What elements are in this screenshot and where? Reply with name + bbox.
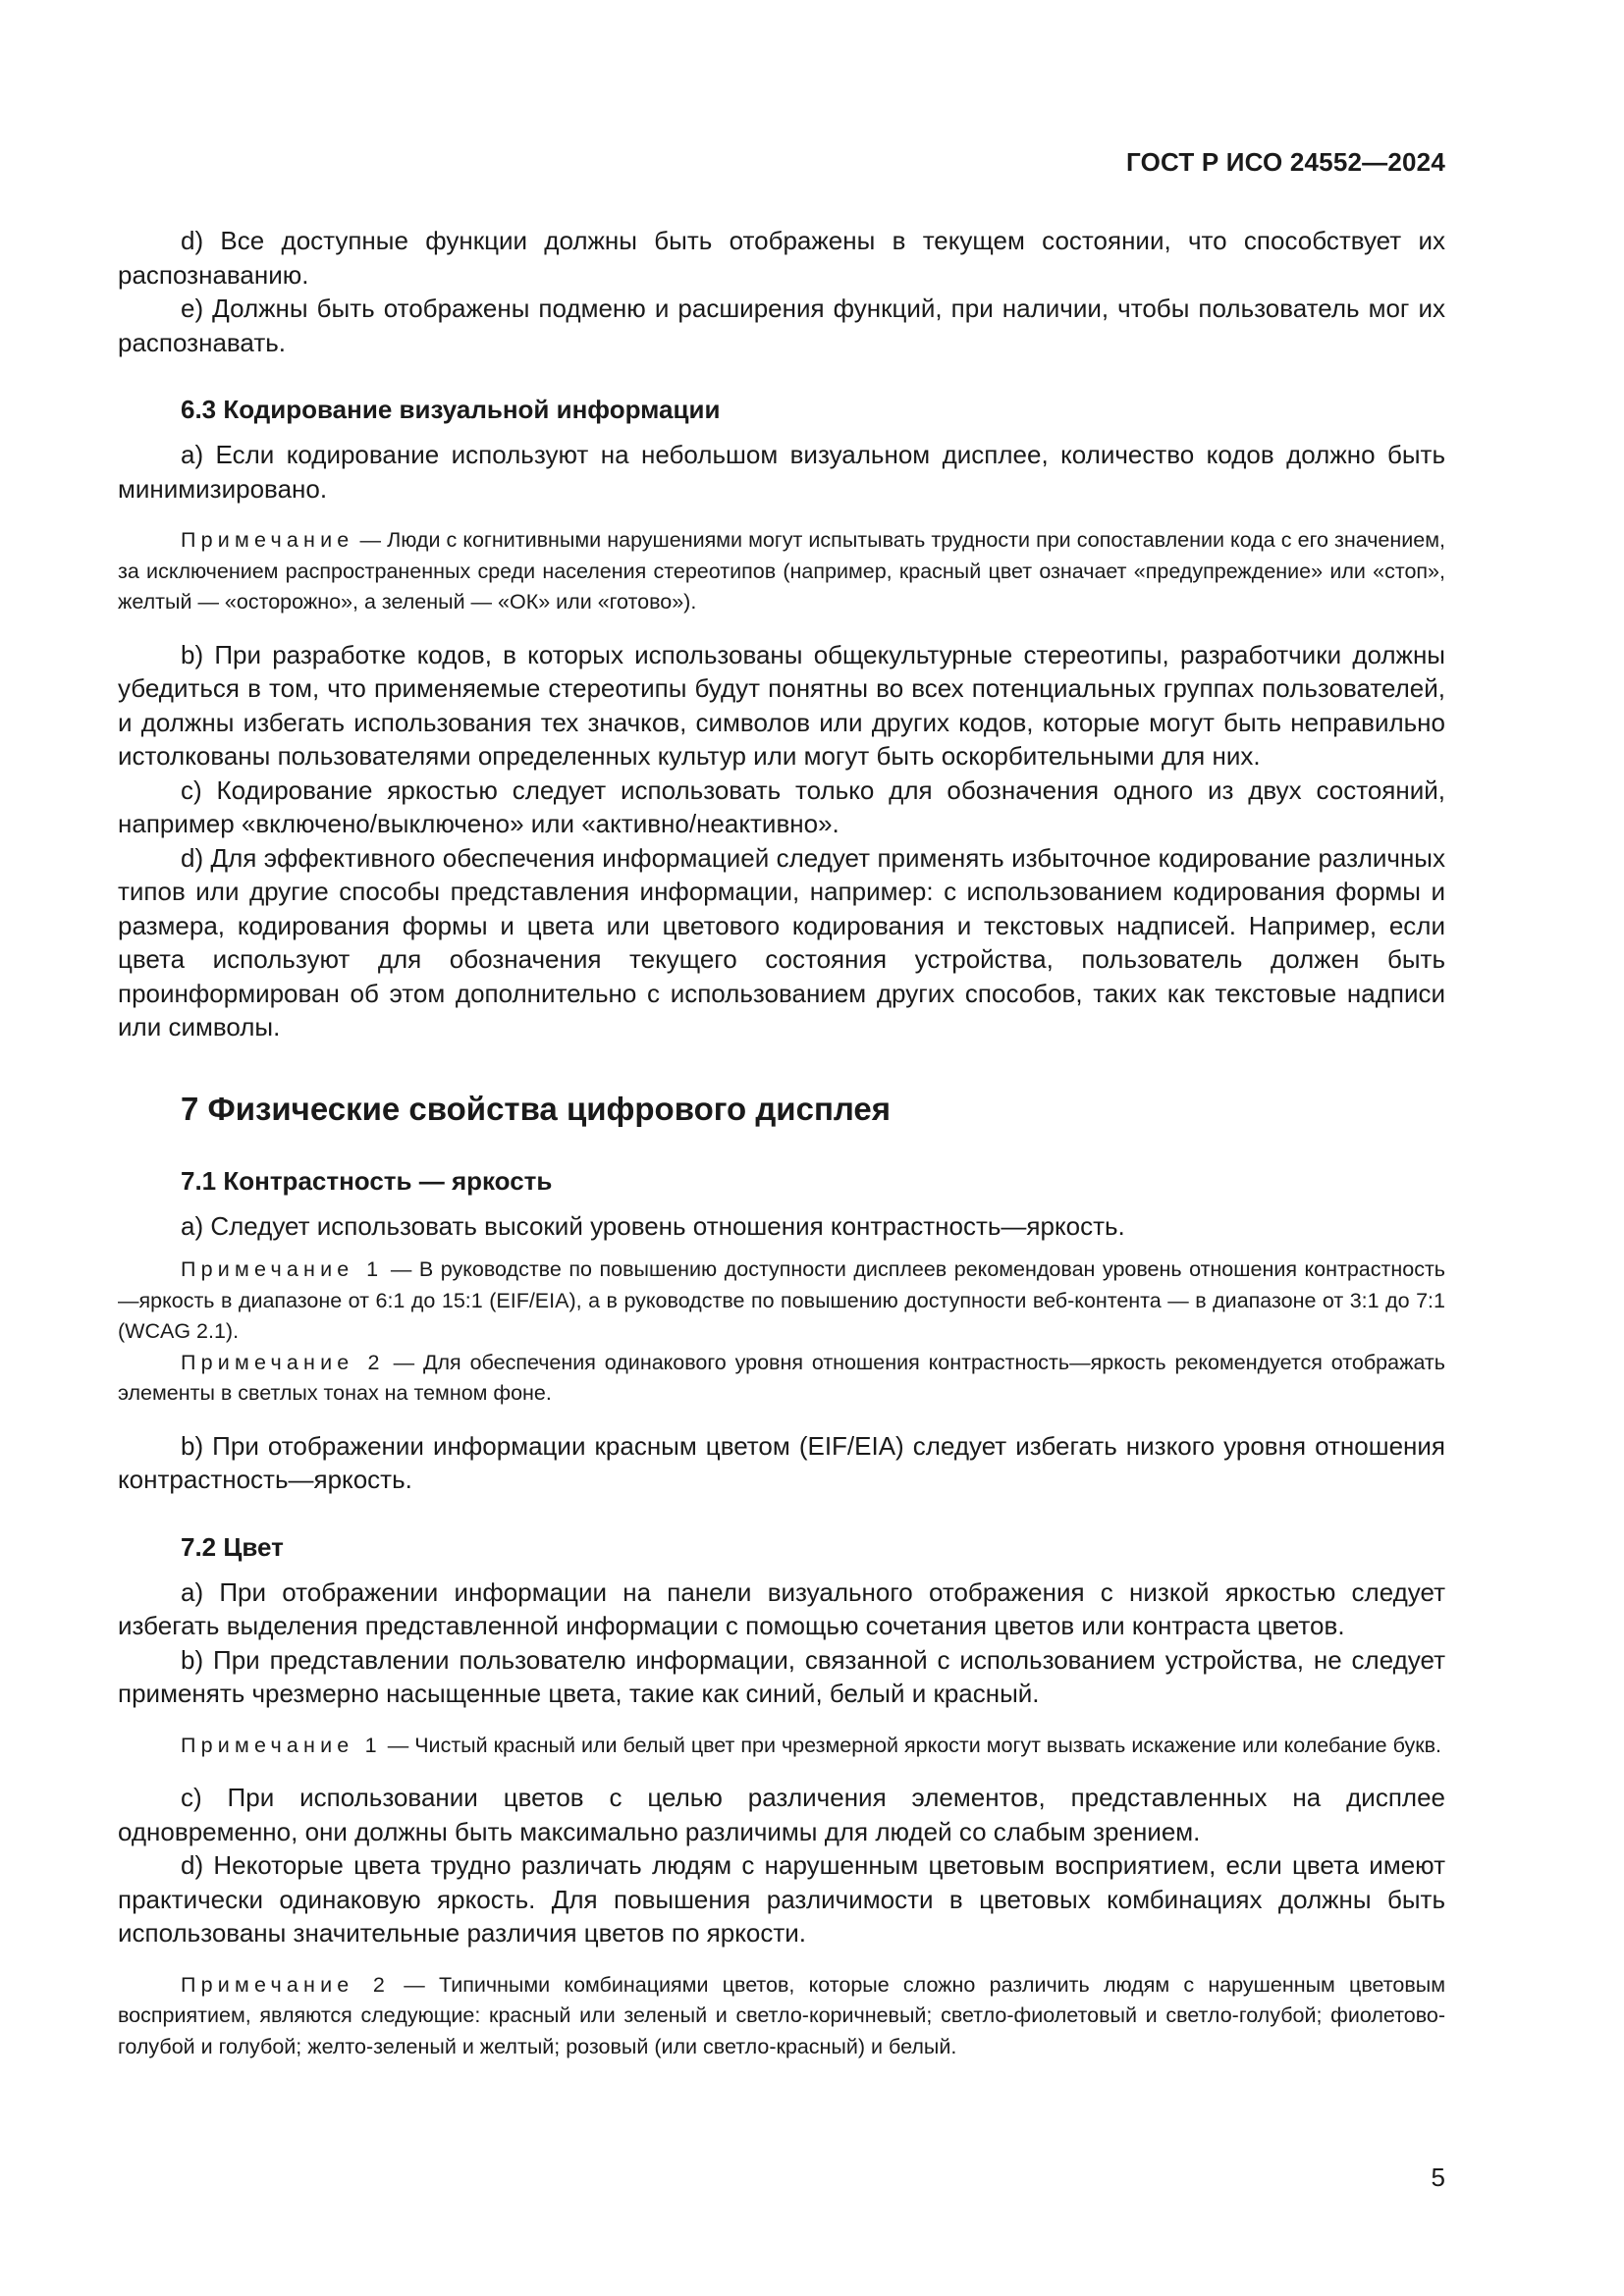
note	[118, 1970, 1445, 2063]
paragraph: b) При представлении пользователю информации, связанной с использованием устройства, не следует применять чрезмерно насыщенные цвета, такие как синий, белый и красный.	[118, 1644, 1445, 1708]
paragraph: a) Если кодирование используют на небольшом визуальном дисплее, количество кодов должно быть минимизировано.	[118, 440, 1445, 504]
note	[118, 1348, 1445, 1410]
section-heading-7-2: 7.2 Цвет	[181, 1531, 284, 1562]
paragraph: b) При отображении информации красным цветом (EIF/EIA) следует избегать низкого уровня отношения контрастность—яркость.	[118, 1430, 1445, 1494]
paragraph: b) При разработке кодов, в которых использованы общекультурные стереотипы, разработчики должны убедиться в том, что применяемые стереотипы будут понятны во всех потенциальных группах пользователей, и должны избегать использования тех значков, символов или других кодов, которые могут быть неправильно истолкованы пользователями определенных культур или могут быть оскорбительными для них.	[118, 639, 1445, 771]
note-text: — Люди с когнитивными нарушениями могут испытывать трудности при сопоставлении кода с его значением, за исключением распространенных среди населения стереотипов (например, красный цвет означает «предупреждение» или «стоп», желтый — «осторожно», а зеленый — «ОК» или «готово»).	[118, 528, 1445, 614]
note-text: — В руководстве по повышению доступности дисплеев рекомендован уровень отношения контрастность—яркость в диапазоне от 6:1 до 15:1 (EIF/EIA), а в руководстве по повышению доступности веб-контента — в диапазоне от 3:1 до 7:1 (WCAG 2.1).	[118, 1257, 1445, 1343]
document-header: ГОСТ Р ИСО 24552—2024	[1125, 147, 1445, 177]
paragraph: c) Кодирование яркостью следует использовать только для обозначения одного из двух состояний, например «включено/выключено» или «активно/неактивно».	[118, 774, 1445, 838]
note-text: — Типичными комбинациями цветов, которые сложно различить людям с нарушенным цветовым восприятием, являются следующие: красный или зеленый и светло-коричневый; светло-фиолетовый и светло-голубой; фиолетово-голубой и голубой; желто-зеленый и желтый; розовый (или светло-красный) и белый.	[118, 1972, 1446, 2058]
section-heading-7-1: 7.1 Контрастность — яркость	[181, 1165, 553, 1196]
note-text: — Для обеспечения одинакового уровня отношения контрастность—яркость рекомендуется отображать элементы в светлых тонах на темном фоне.	[118, 1350, 1445, 1405]
note-label: Примечание 1	[181, 1257, 384, 1281]
paragraph: a) Следует использовать высокий уровень отношения контрастность—яркость.	[181, 1210, 1125, 1241]
section-heading-6-3: 6.3 Кодирование визуальной информации	[181, 395, 721, 424]
note-label: Примечание 2	[181, 1350, 385, 1374]
paragraph: e) Должны быть отображены подменю и расширения функций, при наличии, чтобы пользователь мог их распознавать.	[118, 294, 1445, 357]
paragraph: d) Для эффективного обеспечения информацией следует применять избыточное кодирование различных типов или другие способы представления информации, например: с использованием кодирования формы и размера, кодирования формы и цвета или цветового кодирования и текстовых надписей. Например, если цвета используют для обозначения текущего состояния устройства, пользователь должен быть проинформирован об этом дополнительно с использованием других способов, таких как текстовые надписи или символы.	[118, 842, 1445, 1041]
document-body	[118, 224, 1445, 2062]
note-label: Примечание 1	[181, 1733, 382, 1757]
page-number: 5	[1431, 2163, 1445, 2192]
chapter-heading-7: 7 Физические свойства цифрового дисплея	[181, 1090, 892, 1127]
note-text: — Чистый красный или белый цвет при чрезмерной яркости могут вызвать искажение или колебание букв.	[381, 1733, 1441, 1757]
note	[118, 1255, 1445, 1348]
note	[118, 525, 1445, 618]
note-label: Примечание 2	[181, 1972, 391, 1997]
paragraph: d) Некоторые цвета трудно различать людям с нарушенным цветовым восприятием, если цвета имеют практически одинаковую яркость. Для повышения различимости в цветовых комбинациях должны быть использованы значительные различия цветов по яркости.	[118, 1850, 1445, 1948]
note	[118, 1731, 1445, 1762]
paragraph: c) При использовании цветов с целью различения элементов, представленных на дисплее одновременно, они должны быть максимально различимы для людей со слабым зрением.	[118, 1783, 1445, 1846]
paragraph: d) Все доступные функции должны быть отображены в текущем состоянии, что способствует их распознаванию.	[118, 226, 1445, 290]
paragraph: a) При отображении информации на панели визуального отображения с низкой яркостью следует избегать выделения представленной информации с помощью сочетания цветов или контраста цветов.	[118, 1576, 1445, 1640]
note-label: Примечание	[181, 528, 354, 552]
